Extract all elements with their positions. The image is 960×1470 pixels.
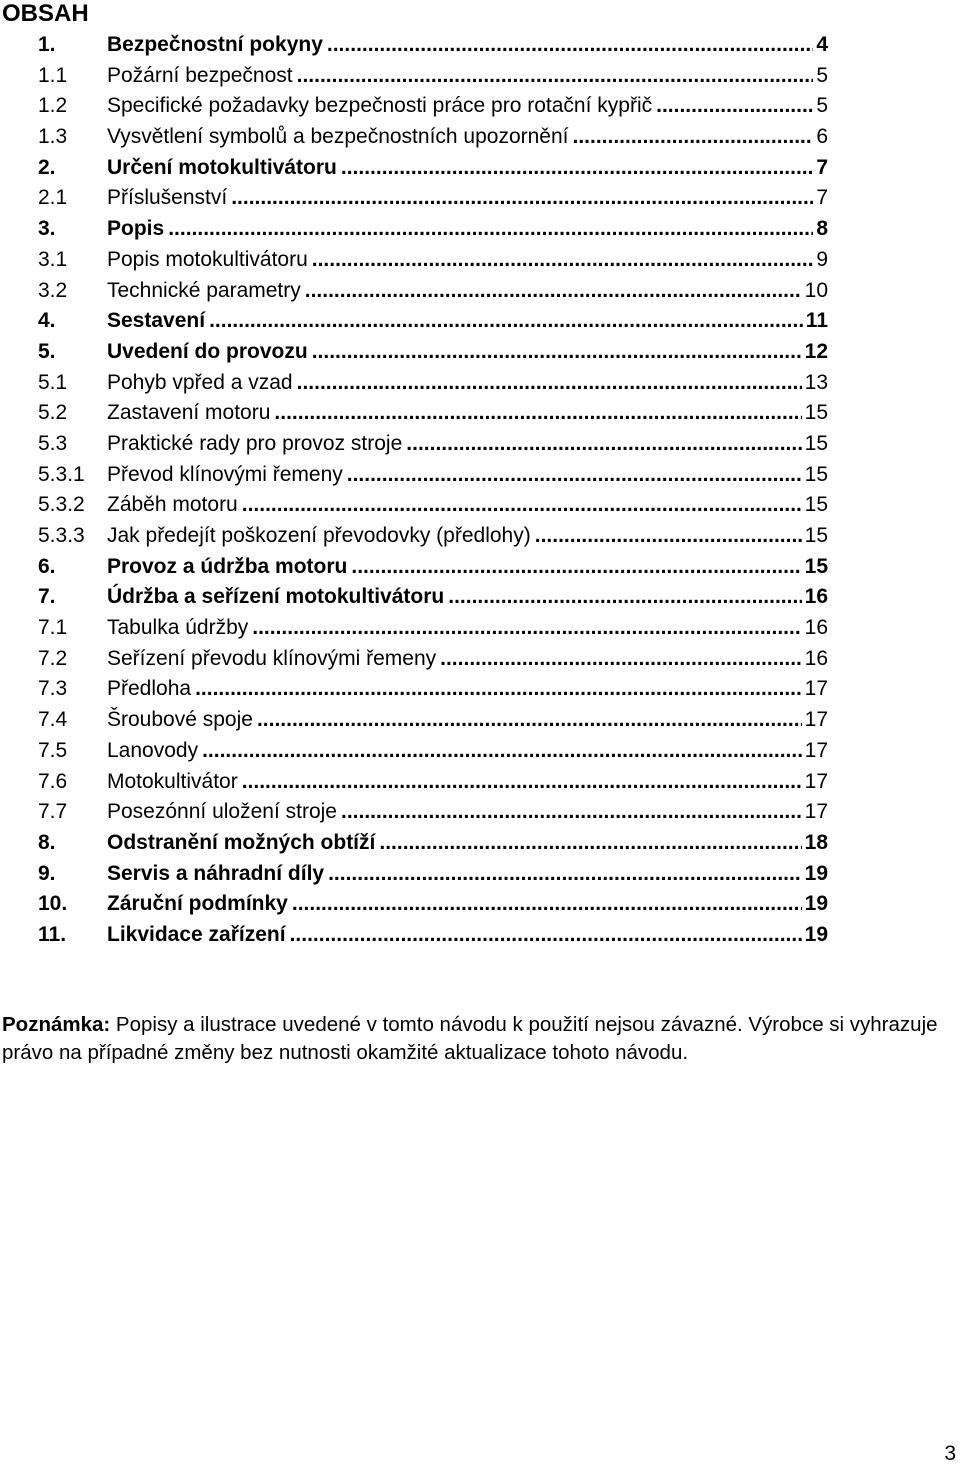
toc-dot-leader [312,245,814,276]
toc-entry-page: 12 [804,339,828,363]
toc-entry[interactable] [38,490,828,521]
toc-entry-title: Popis motokultivátoru [107,247,308,271]
toc-entry-page: 6 [816,125,828,149]
toc-entry[interactable] [38,705,828,736]
toc-entry-title: Požární bezpečnost [107,63,293,87]
toc-entry-page: 10 [804,278,828,302]
toc-dot-leader [242,767,802,798]
toc-entry[interactable] [38,644,828,675]
toc-entry-title: Určení motokultivátoru [107,155,337,179]
toc-entry-number: 4. [38,309,56,333]
toc-entry-number: 5.3 [38,431,68,455]
toc-dot-leader [312,337,802,368]
toc-entry[interactable] [38,859,828,890]
toc-entry-title: Likvidace zařízení [107,922,286,946]
toc-entry-title: Seřízení převodu klínovými řemeny [107,646,437,670]
toc-entry[interactable] [38,122,828,153]
toc-entry[interactable] [38,736,828,767]
toc-entry-title: Odstranění možných obtíží [107,830,376,854]
toc-entry-page: 5 [816,94,828,118]
toc-entry[interactable] [38,214,828,245]
toc-entry-title: Příslušenství [107,186,228,210]
toc-entry-title: Motokultivátor [107,769,238,793]
toc-dot-leader [252,613,801,644]
toc-entry-page: 15 [804,493,828,517]
toc-entry-number: 3.2 [38,278,68,302]
toc-entry-number: 7.1 [38,616,68,640]
toc-dot-leader [195,674,802,705]
toc-dot-leader [351,552,801,583]
toc-dot-leader [379,828,801,859]
toc-dot-leader [168,214,813,245]
note-paragraph [2,1011,958,1067]
toc-entry[interactable] [38,153,828,184]
toc-dot-leader [440,644,802,675]
toc-entry-title: Převod klínovými řemeny [107,462,343,486]
toc-entry-page: 16 [804,585,828,609]
toc-dot-leader [297,61,814,92]
toc-entry[interactable] [38,368,828,399]
toc-entry-title: Pohyb vpřed a vzad [107,370,293,394]
toc-entry-page: 17 [804,769,828,793]
toc-entry-number: 3. [38,217,56,241]
toc-dot-leader [327,30,813,61]
toc-entry-title: Servis a náhradní díly [107,861,325,885]
toc-entry-number: 7.3 [38,677,68,701]
toc-entry-title: Údržba a seřízení motokultivátoru [107,585,445,609]
toc-entry-page: 15 [804,401,828,425]
toc-entry-title: Tabulka údržby [107,616,249,640]
toc-entry-number: 1.1 [38,63,68,87]
toc-entry[interactable] [38,582,828,613]
toc-entry-page: 7 [816,155,828,179]
page-title: OBSAH [2,0,89,27]
toc-entry[interactable] [38,889,828,920]
toc-entry-title: Provoz a údržba motoru [107,554,348,578]
toc-entry-title: Lanovody [107,738,199,762]
toc-entry-title: Předloha [107,677,192,701]
toc-dot-leader [341,153,813,184]
toc-entry-page: 16 [804,616,828,640]
toc-entry-page: 17 [804,677,828,701]
toc-entry-number: 5. [38,339,56,363]
toc-dot-leader [341,797,802,828]
toc-entry-number: 7.2 [38,646,68,670]
note-text: Popisy a ilustrace uvedené v tomto návodu k použití nejsou závazné. Výrobce si vyhrazuje právo na případné změny bez nutnosti okamžité aktualizace tohoto návodu. [2,1013,938,1064]
toc-entry[interactable] [38,91,828,122]
toc-entry-number: 9. [38,861,56,885]
toc-dot-leader [242,490,802,521]
toc-entry-number: 2. [38,155,56,179]
toc-dot-leader [202,736,802,767]
toc-entry-page: 9 [816,247,828,271]
toc-entry-page: 18 [804,830,828,854]
toc-entry-page: 15 [804,524,828,547]
toc-entry[interactable] [38,828,828,859]
toc-entry-title: Posezónní uložení stroje [107,800,337,824]
toc-entry-title: Technické parametry [107,278,301,302]
toc-entry-page: 15 [804,554,828,578]
toc-dot-leader [448,582,801,613]
toc-entry-page: 11 [805,309,828,333]
toc-entry-number: 1. [38,33,56,56]
toc-entry-title: Sestavení [107,309,206,333]
toc-entry-page: 13 [804,370,828,394]
toc-entry-title: Vysvětlení symbolů a bezpečnostních upozornění [107,125,569,149]
toc-dot-leader [297,368,802,399]
toc-entry-number: 5.3.1 [38,462,85,486]
page-number: 3 [944,1442,956,1465]
toc-entry[interactable] [38,460,828,491]
toc-dot-leader [290,920,802,951]
toc-entry-page: 7 [816,186,828,210]
toc-entry-page: 15 [804,431,828,455]
toc-entry[interactable] [38,429,828,460]
toc-entry-title: Záruční podmínky [107,892,288,916]
toc-dot-leader [257,705,802,736]
toc-entry-number: 7.5 [38,738,68,762]
note-label: Poznámka: [2,1013,111,1036]
toc-entry-title: Záběh motoru [107,493,238,517]
toc-entry-page: 19 [804,861,828,885]
toc-dot-leader [656,91,813,122]
toc-entry[interactable] [38,245,828,276]
toc-entry-title: Jak předejít poškození převodovky (předlohy) [107,524,531,547]
toc-entry-title: Specifické požadavky bezpečnosti práce pro rotační kypřič [107,94,653,118]
toc-entry-page: 5 [816,63,828,87]
toc-entry[interactable] [38,306,828,337]
toc-entry-number: 7.7 [38,800,68,824]
toc-entry-number: 10. [38,892,68,916]
toc-entry-title: Šroubové spoje [107,708,253,732]
toc-entry[interactable] [38,521,828,552]
toc-entry[interactable] [38,767,828,798]
toc-entry-title: Bezpečnostní pokyny [107,33,323,56]
toc-dot-leader [292,889,802,920]
toc-entry[interactable] [38,674,828,705]
toc-dot-leader [305,276,802,307]
toc-entry-number: 8. [38,830,56,854]
toc-entry-number: 1.2 [38,94,68,118]
toc-dot-leader [406,429,801,460]
table-of-contents [38,30,828,951]
toc-entry-number: 3.1 [38,247,68,271]
toc-dot-leader [535,521,802,552]
toc-dot-leader [573,122,814,153]
toc-entry-page: 19 [804,922,828,946]
toc-dot-leader [209,306,803,337]
toc-entry-page: 15 [804,462,828,486]
toc-entry-number: 5.1 [38,370,68,394]
toc-entry-page: 17 [804,800,828,824]
toc-entry-page: 8 [816,217,828,241]
toc-entry-title: Zastavení motoru [107,401,271,425]
toc-entry-number: 5.2 [38,401,68,425]
toc-dot-leader [231,183,813,214]
toc-entry-number: 7.4 [38,708,68,732]
toc-entry[interactable] [38,613,828,644]
toc-entry-page: 16 [804,646,828,670]
toc-entry-page: 4 [816,33,828,56]
toc-entry[interactable] [38,552,828,583]
toc-entry-number: 11. [38,922,67,946]
toc-entry-page: 19 [804,892,828,916]
toc-entry-number: 5.3.2 [38,493,85,517]
toc-entry-title: Praktické rady pro provoz stroje [107,431,403,455]
toc-dot-leader [274,398,801,429]
toc-entry[interactable] [38,797,828,828]
toc-entry[interactable] [38,398,828,429]
toc-entry-number: 5.3.3 [38,524,85,547]
toc-entry[interactable] [38,183,828,214]
toc-entry-number: 6. [38,554,56,578]
toc-entry[interactable] [38,30,828,61]
toc-dot-leader [328,859,802,890]
toc-entry-page: 17 [804,738,828,762]
toc-entry[interactable] [38,61,828,92]
toc-entry-title: Uvedení do provozu [107,339,308,363]
toc-entry[interactable] [38,276,828,307]
toc-dot-leader [347,460,802,491]
toc-entry-number: 7. [38,585,56,609]
toc-entry-title: Popis [107,217,165,241]
toc-entry-page: 17 [804,708,828,732]
toc-entry[interactable] [38,337,828,368]
toc-entry[interactable] [38,920,828,951]
toc-entry-number: 2.1 [38,186,68,210]
toc-entry-number: 1.3 [38,125,68,149]
toc-entry-number: 7.6 [38,769,68,793]
